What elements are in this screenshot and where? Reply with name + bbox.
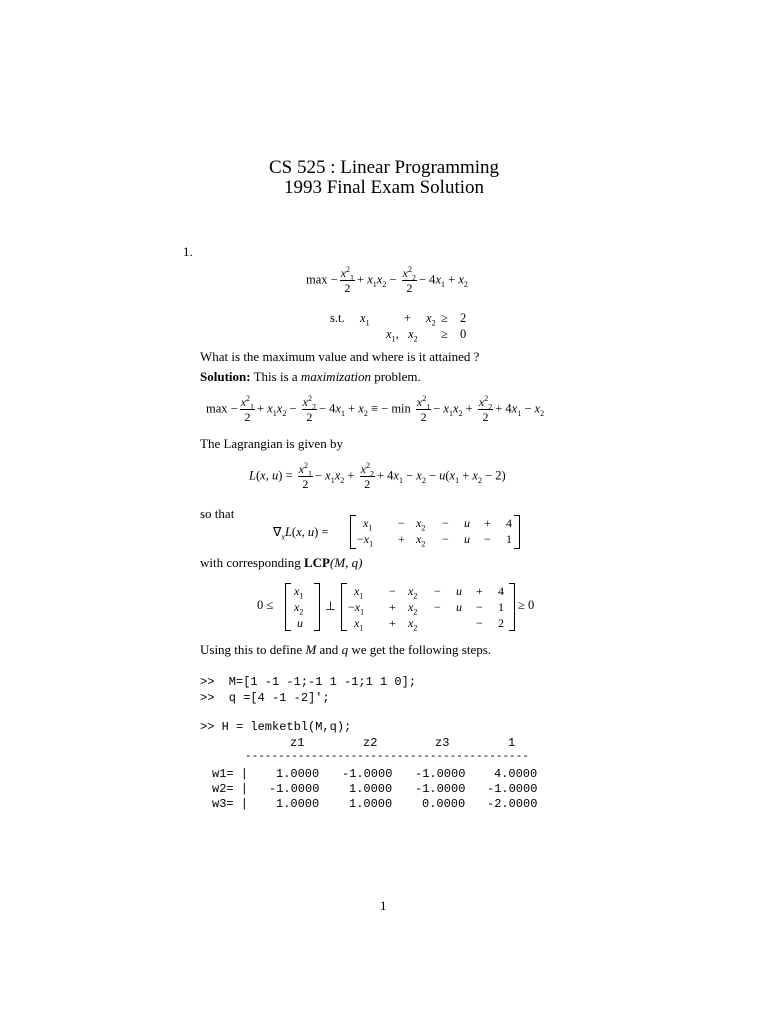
lemke-tableau: [200, 736, 560, 816]
tableau-header-z2: z2: [363, 736, 378, 750]
gradient-bracket-left: [350, 515, 356, 549]
title-line-1: CS 525 : Linear Programming: [268, 157, 500, 178]
lcp-vector-bracket-left: [285, 583, 291, 631]
tableau-header-z3: z3: [435, 736, 450, 750]
using-text: Using this to define M and q we get the following steps.: [200, 642, 492, 657]
lcp-vector-x1: $x_1$: [294, 584, 304, 601]
constraint-1-plus: +: [404, 311, 412, 325]
solution-label: Solution:: [200, 369, 251, 384]
code-line-2: >> q =[4 -1 -2]';: [200, 691, 330, 705]
tableau-cell: 1.0000: [276, 797, 320, 811]
code-line-1: >> M=[1 -1 -1;-1 1 -1;1 1 0];: [200, 675, 417, 689]
lagrangian-intro: The Lagrangian is given by: [200, 436, 343, 451]
tableau-cell: 1.0000: [349, 782, 393, 796]
constraint-2-rel: ≥: [441, 327, 448, 341]
gradient-bracket-right: [514, 515, 520, 549]
constraint-1-rel: ≥: [441, 311, 448, 325]
constraint-1-x1: $x_1$: [360, 311, 370, 328]
lcp-vector-bracket-right: [314, 583, 320, 631]
tableau-cell: -1.0000: [415, 782, 466, 796]
tableau-cell: -1.0000: [415, 767, 466, 781]
tableau-header-const: 1: [508, 736, 516, 750]
gradient-lhs: $\nabla_xL(x$, u) =: [273, 525, 329, 542]
tableau-header-z1: z1: [290, 736, 305, 750]
title-line-2: 1993 Final Exam Solution: [283, 177, 485, 198]
tableau-cell: 0.0000: [422, 797, 466, 811]
code-line-3: >> H = lemketbl(M,q);: [200, 720, 352, 734]
solution-intro: Solution: This is a maximization problem.: [200, 369, 421, 384]
tableau-row-label: w2= |: [212, 782, 249, 796]
lcp-vector-x2: $x_2$: [294, 600, 304, 617]
objective-function: max − $\frac{x^2_1}{2}$ + $x_1x_2$ − $\frac{x^2_2}{2}$ − $4x_1 + x_2$: [306, 265, 468, 295]
lcp-matrix-bracket-left: [341, 583, 347, 631]
constraint-2-rhs: 0: [460, 327, 467, 341]
tableau-cell: 1.0000: [276, 767, 320, 781]
page-number: 1: [380, 898, 387, 913]
tableau-cell: -1.0000: [269, 782, 320, 796]
lcp-intro: with corresponding LCP(M, q): [200, 555, 363, 570]
constraint-1-x2: $x_2$: [426, 311, 436, 328]
constraint-1-rhs: 2: [460, 311, 467, 325]
problem-number: 1.: [183, 244, 193, 259]
tableau-row-label: w3= |: [212, 797, 249, 811]
question-text: What is the maximum value and where is it attained ?: [200, 349, 480, 364]
tableau-cell: 4.0000: [494, 767, 538, 781]
tableau-cell: -1.0000: [487, 782, 538, 796]
exam-page: CS 525 : Linear Programming 1993 Final Exam Solution 1. max − $\frac{x^2_1}{2}$ + $x_1x_2$ − $\frac{x^2_2}{2}$ − $4x_1 + x_2$ s.t. $x_1$ + $x_2$ ≥ 2 $x_1$, $x_2$ ≥ 0 What is the maximum value and where is it attained ? Solution: This is a maximization problem. max − $\frac{x^2_1}{2}$ + $x_1x_2$ − $\frac{x^2_2}{2}$ − $4x_1 + x_2$ ≡ − min $\frac{x^2_1}{2}$ − $x_1x_2$ + $\frac{x^2_2}{2}$ + $4x_1 - x_2$ The Lagrangian is given by L(x, u) = $\frac{x^2_1}{2}$ − $x_1x_2$ + $\frac{x^2_2}{2}$ + $4x_1 - x_2 - u(x_1 + x_2 - 2)$ so that $\nabla_xL(x$, u) = $x_1$ − $x_2$ − u + 4 $-x_1$ + $x_2$ − u − 1 with corresponding LCP(M, q) 0 ≤ $x_1$ $x_2$ u ⊥ $x_1$ − $x_2$ − u + 4 $-x_1$ + $x_2$ − u − 1 $x_1$ + $x_2$ − 2 ≥ 0 Using this to define M and q we get the following steps. >> M=[1 -1 -1;-1 1 -1;1 1 0]; >> q =[4 -1 -2]'; >> H = lemketbl(M,q); z1 z2 z3 1 ------------------------------------------- w1= | 1.0000 -1.0000 -1.0000 4.0000 w2= | -1.0000 1.0000 -1.0000 -1.0000 w3= | 1.0000 1.0000 0.0000 -2.0000 1: [0, 0, 768, 1024]
tableau-rule: -------------------------------------------: [245, 751, 529, 763]
lcp-label: LCP: [303, 555, 330, 570]
max-label: max: [306, 272, 328, 287]
so-that-text: so that: [200, 506, 235, 521]
tableau-cell: -2.0000: [487, 797, 538, 811]
tableau-cell: -1.0000: [342, 767, 393, 781]
constraint-2-vars: $x_1$, $x_2$: [386, 327, 418, 344]
lcp-zero-leq: 0 ≤: [257, 598, 274, 612]
max-min-equivalence: max − $\frac{x^2_1}{2}$ + $x_1x_2$ − $\frac{x^2_2}{2}$ − $4x_1 + x_2$ ≡ − min $\frac{x^2_1}{2}$ − $x_1x_2$ + $\frac{x^2_2}{2}$ + $4x_1 - x_2$: [206, 394, 545, 424]
lcp-vector-u: u: [297, 616, 303, 630]
lcp-matrix-bracket-right: [509, 583, 515, 631]
lcp-geq-zero: ≥ 0: [518, 598, 535, 612]
tableau-row-label: w1= |: [212, 767, 249, 781]
perp-symbol: ⊥: [325, 599, 336, 613]
tableau-cell: 1.0000: [349, 797, 393, 811]
constraint-label: s.t.: [330, 311, 345, 325]
lagrangian-equation: L(x, u) = $\frac{x^2_1}{2}$ − $x_1x_2$ + $\frac{x^2_2}{2}$ + $4x_1 - x_2 - u(x_1 + x_2 - 2)$: [249, 461, 506, 491]
